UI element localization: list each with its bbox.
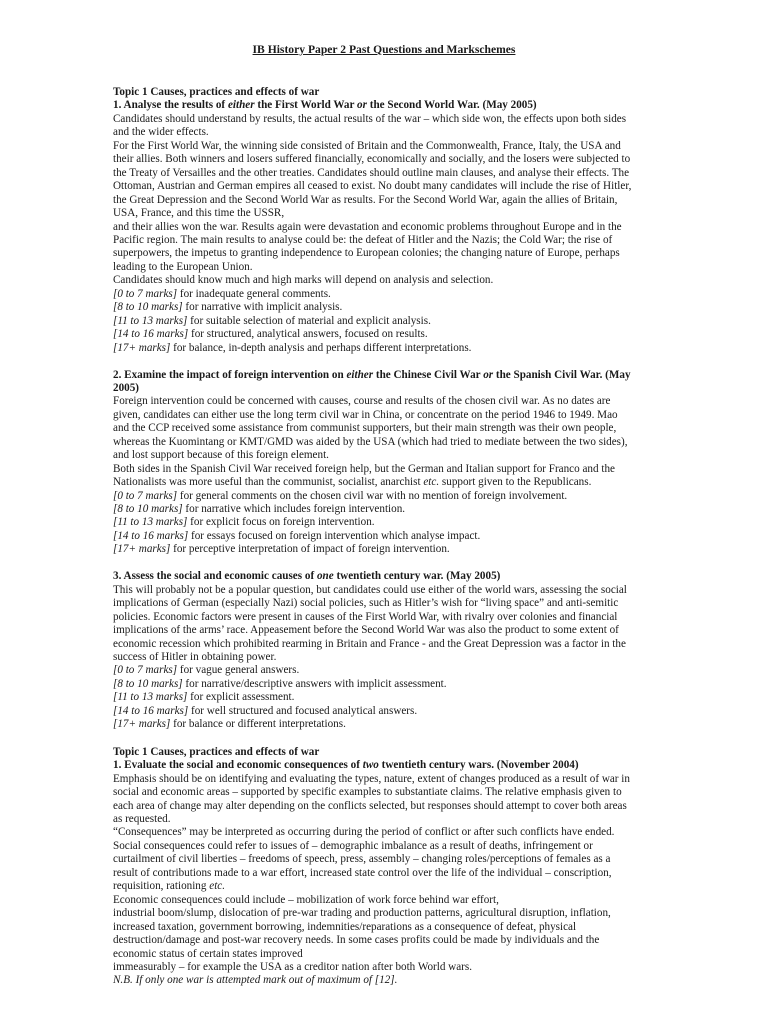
- body-paragraph: For the First World War, the winning side consisted of Britain and the Commonwealth, France, Italy, the USA and their allies. Both winners and losers suffered financially, economically and socially, and the losers were subjected to the Treaty of Versailles and the other treaties. Candidates should outline main clauses, and analyse their effects. The Ottoman, Austrian and German empires all ceased to exist. No doubt many candidates will include the rise of Hitler, the Great Depression and the Second World War as results. For the Second World War, again the allies of Britain, USA, France, and this time the USSR,: [113, 139, 632, 220]
- topic-heading: Topic 1 Causes, practices and effects of war: [113, 745, 320, 758]
- mark-band: [8 to 10 marks] for narrative with implicit analysis.: [113, 301, 343, 314]
- body-paragraph: Both sides in the Spanish Civil War received foreign help, but the German and Italian support for Franco and the Nationalists was more useful than the communist, socialist, anarchist etc. support given to the Republicans.: [113, 462, 615, 489]
- mark-band: [0 to 7 marks] for inadequate general comments.: [113, 287, 331, 300]
- mark-band: [14 to 16 marks] for well structured and focused analytical answers.: [113, 704, 418, 717]
- mark-band: [0 to 7 marks] for general comments on the chosen civil war with no mention of foreign involvement.: [113, 489, 568, 502]
- mark-band: [8 to 10 marks] for narrative which includes foreign intervention.: [113, 503, 406, 516]
- mark-band: [11 to 13 marks] for suitable selection of material and explicit analysis.: [113, 314, 431, 327]
- body-paragraph: industrial boom/slump, dislocation of pre-war trading and production patterns, agricultural disruption, inflation, increased taxation, government borrowing, indemnities/reparations as a consequence of defeat, physical destruction/damage and post-war recovery needs. In some cases profits could be made by individuals and the economic status of certain states improved: [113, 907, 611, 960]
- mark-band: [14 to 16 marks] for structured, analytical answers, focused on results.: [113, 328, 428, 341]
- mark-band: [17+ marks] for balance or different interpretations.: [113, 718, 346, 731]
- mark-band: [8 to 10 marks] for narrative/descriptive answers with implicit assessment.: [113, 677, 447, 690]
- question-heading: 1. Evaluate the social and economic consequences of two twentieth century wars. (November 2004): [113, 759, 579, 772]
- body-paragraph: “Consequences” may be interpreted as occurring during the period of conflict or after such conflicts have ended. Social consequences could refer to issues of – demographic imbalance as a result of deaths, infringement or curtailment of civil liberties – freedoms of speech, press, assembly – changing roles/perceptions of females as a result of contributions made to a war effort, increased state control over the life of the individual – conscription, requisition, rationing etc.: [113, 826, 615, 893]
- note: N.B. If only one war is attempted mark out of maximum of [12].: [113, 974, 398, 987]
- mark-band: [11 to 13 marks] for explicit focus on foreign intervention.: [113, 516, 375, 529]
- body-paragraph: Emphasis should be on identifying and evaluating the types, nature, extent of changes produced as a result of war in social and economic areas – supported by specific examples to substantiate claims. The relative emphasis given to each area of change may alter depending on the conflicts selected, but responses should attempt to cover both areas as requested.: [113, 772, 630, 825]
- body-paragraph: and their allies won the war. Results again were devastation and economic problems throughout Europe and in the Pacific region. The main results to analyse could be: the defeat of Hitler and the Nazis; the Cold War; the rise of superpowers, the impetus to granting independence to European colonies; the changing nature of Europe, perhaps leading to the European Union.: [113, 220, 622, 273]
- question-heading: 3. Assess the social and economic causes of one twentieth century war. (May 2005): [113, 570, 501, 583]
- topic-heading: Topic 1 Causes, practices and effects of war: [113, 86, 320, 98]
- body-paragraph: Candidates should know much and high marks will depend on analysis and selection.: [113, 274, 494, 287]
- mark-band: [17+ marks] for balance, in-depth analysis and perhaps different interpretations.: [113, 341, 472, 354]
- body-paragraph: This will probably not be a popular question, but candidates could use either of the world wars, assessing the social implications of German (especially Nazi) social policies, such as Hitler’s wish for “living space” and anti-semitic policies. Economic factors were present in causes of the First World War, with rivalry over colonies and financial implications of the arms’ race. Appeasement before the Second World War was also the product to some extent of economic recession which prohibited rearming in Britain and France - and the Great Depression was a factor in the success of Hitler in obtaining power.: [113, 583, 627, 663]
- question-heading: 1. Analyse the results of either the First World War or the Second World War. (May 2005): [113, 99, 537, 112]
- mark-band: [11 to 13 marks] for explicit assessment.: [113, 691, 295, 704]
- document-body: [113, 86, 633, 988]
- question-heading: 2. Examine the impact of foreign intervention on either the Chinese Civil War or the Spanish Civil War. (May 2005): [113, 368, 631, 394]
- mark-band: [14 to 16 marks] for essays focused on foreign intervention which analyse impact.: [113, 529, 481, 542]
- body-paragraph: Candidates should understand by results, the actual results of the war – which side won, the effects upon both sides and the wider effects.: [113, 112, 627, 139]
- mark-band: [0 to 7 marks] for vague general answers.: [113, 664, 300, 677]
- body-paragraph: Foreign intervention could be concerned with causes, course and results of the chosen civil war. As no dates are given, candidates can either use the long term civil war in China, or concentrate on the period 1946 to 1949. Mao and the CCP received some assistance from communist supporters, but their main strength was their own people, whereas the Kuomintang or KMT/GMD was aided by the USA (which had tried to mediate between the two sides), and lost support because of this foreign element.: [113, 395, 628, 462]
- body-paragraph: Economic consequences could include – mobilization of work force behind war effort,: [113, 893, 499, 906]
- page-title: IB History Paper 2 Past Questions and Markschemes: [252, 43, 516, 56]
- body-paragraph: immeasurably – for example the USA as a creditor nation after both World wars.: [113, 960, 473, 973]
- mark-band: [17+ marks] for perceptive interpretation of impact of foreign intervention.: [113, 543, 450, 556]
